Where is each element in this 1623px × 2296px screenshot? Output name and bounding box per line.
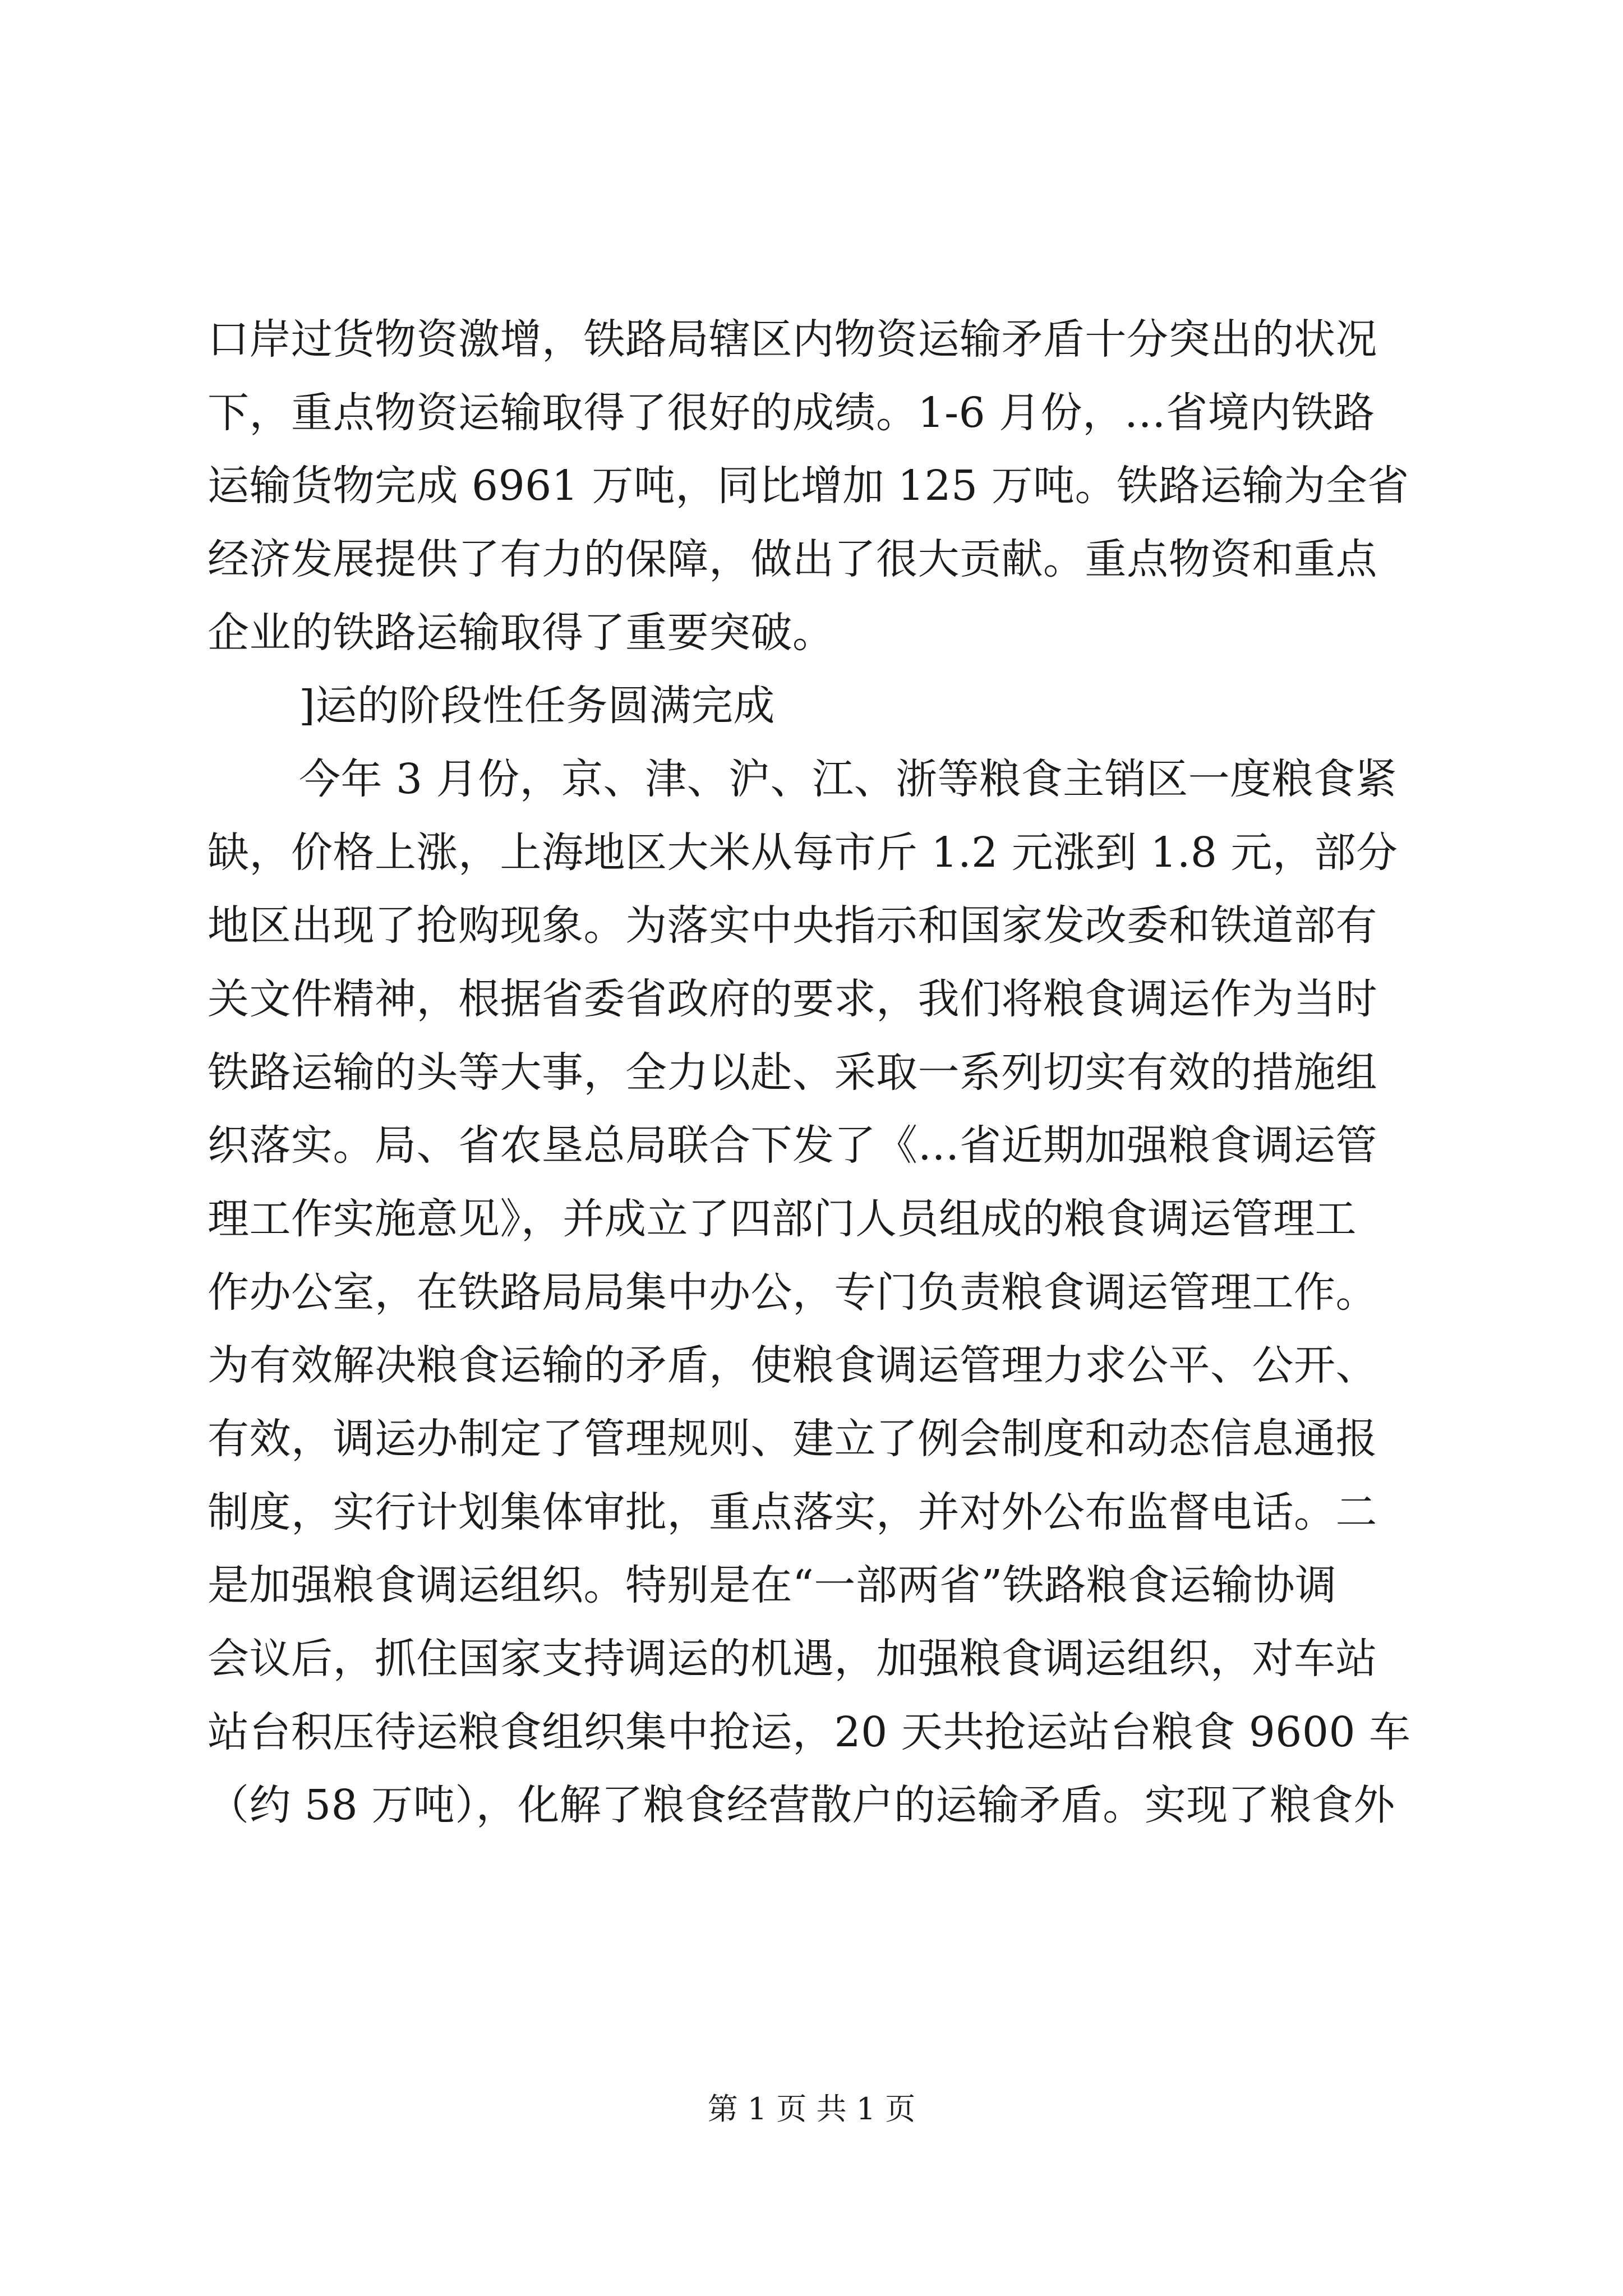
page-number-footer: 第 1 页 共 1 页 [707, 2091, 916, 2127]
section-heading: ]运的阶段性任务圆满完成 [299, 682, 775, 730]
text-line: 铁路运输的头等大事，全力以赴、采取一系列切实有效的措施组 [208, 1048, 1377, 1097]
text-line: 理工作实施意见》，并成立了四部门人员组成的粮食调运管理工 [208, 1195, 1357, 1243]
text-line: （约 58 万吨），化解了粮食经营散户的运输矛盾。实现了粮食外 [208, 1781, 1395, 1829]
text-line: 经济发展提供了有力的保障，做出了很大贡献。重点物资和重点 [208, 535, 1377, 583]
text-line: 关文件精神，根据省委省政府的要求，我们将粮食调运作为当时 [208, 975, 1377, 1023]
text-line: 地区出现了抢购现象。为落实中央指示和国家发改委和铁道部有 [208, 901, 1377, 950]
text-line: 会议后，抓住国家支持调运的机遇，加强粮食调运组织，对车站 [208, 1635, 1377, 1683]
text-line: 为有效解决粮食运输的矛盾，使粮食调运管理力求公平、公开、 [208, 1341, 1377, 1389]
text-line: 运输货物完成 6961 万吨，同比增加 125 万吨。铁路运输为全省 [208, 462, 1409, 510]
text-line: 作办公室，在铁路局局集中办公，专门负责粮食调运管理工作。 [208, 1268, 1377, 1317]
text-line: 下，重点物资运输取得了很好的成绩。1-6 月份，…省境内铁路 [208, 389, 1375, 437]
text-line: 织落实。局、省农垦总局联合下发了《…省近期加强粮食调运管 [208, 1121, 1377, 1170]
text-line: 口岸过货物资激增，铁路局辖区内物资运输矛盾十分突出的状况 [208, 315, 1377, 364]
text-line: 有效，调运办制定了管理规则、建立了例会制度和动态信息通报 [208, 1415, 1377, 1463]
paragraph-first-line: 今年 3 月份，京、津、沪、江、浙等粮食主销区一度粮食紧 [299, 755, 1398, 803]
text-line: 是加强粮食调运组织。特别是在“一部两省”铁路粮食运输协调 [208, 1561, 1337, 1609]
text-line: 站台积压待运粮食组织集中抢运，20 天共抢运站台粮食 9600 车 [208, 1708, 1411, 1756]
text-line: 企业的铁路运输取得了重要突破。 [208, 609, 834, 657]
text-line: 缺，价格上涨，上海地区大米从每市斤 1.2 元涨到 1.8 元，部分 [208, 829, 1398, 877]
text-line: 制度，实行计划集体审批，重点落实，并对外公布监督电话。二 [208, 1488, 1377, 1536]
